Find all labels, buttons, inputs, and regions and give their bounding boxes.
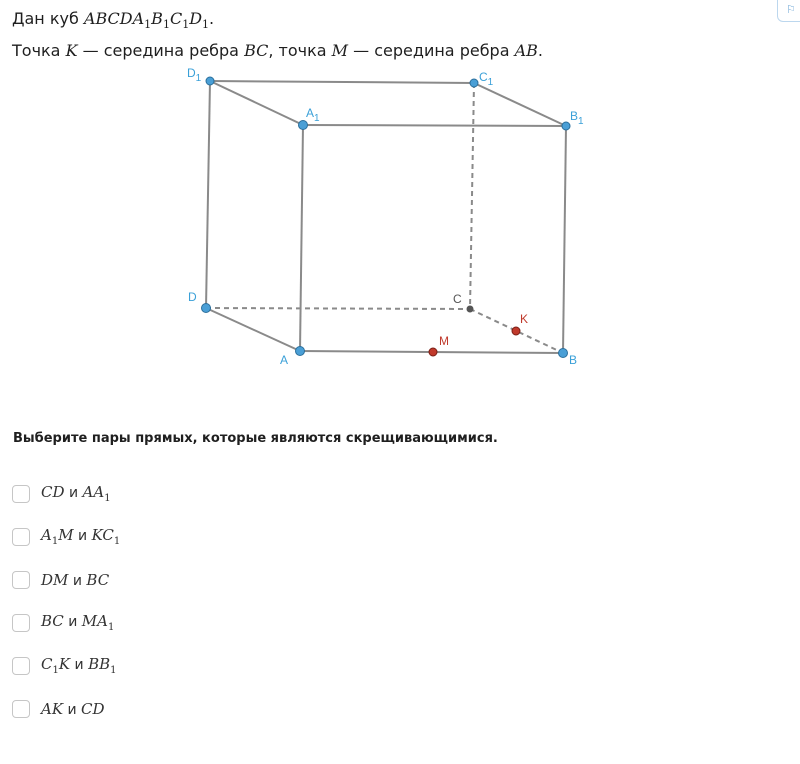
midpoint-k	[512, 327, 520, 335]
edge-a1-a	[300, 125, 303, 351]
edge-d1-c1	[210, 81, 474, 83]
problem-line-1: Дан куб $ABCDA_1B_1C_1D_1$.	[12, 9, 215, 32]
vertex-c1	[470, 79, 478, 87]
vertex-a	[296, 347, 305, 356]
option-3-checkbox[interactable]	[12, 571, 30, 589]
vertex-c	[467, 306, 474, 313]
flag-icon: ⚐	[786, 3, 796, 16]
option-3-label: DM и BC	[41, 570, 110, 589]
label-b1: $B_1$	[570, 109, 584, 127]
vertex-d	[202, 304, 211, 313]
option-5[interactable]	[12, 644, 120, 687]
option-1-checkbox[interactable]	[12, 485, 30, 503]
label-d: D	[188, 290, 197, 304]
edge-a1-b1	[303, 125, 566, 126]
label-c1: $C_1$	[479, 70, 494, 88]
vertex-b1	[562, 122, 570, 130]
midpoint-m	[429, 348, 437, 356]
answer-options	[12, 472, 120, 730]
option-6-label: AK и CD	[41, 699, 105, 718]
vertex-b	[559, 349, 568, 358]
edge-d1-a1	[210, 81, 303, 125]
edge-b1-b	[563, 126, 566, 353]
vertex-d1	[206, 77, 214, 85]
option-5-checkbox[interactable]	[12, 657, 30, 675]
option-6[interactable]	[12, 687, 120, 730]
problem-line-2: Точка K — середина ребра BC, точка M — середина ребра AB.	[12, 41, 544, 61]
label-a1: $A_1$	[306, 106, 320, 124]
option-2-label: $A_1M$ и $KC_1$	[41, 526, 121, 547]
label-a: A	[280, 353, 289, 367]
label-b: B	[569, 353, 578, 367]
option-1-label: CD и $AA_1$	[41, 483, 111, 504]
option-2-checkbox[interactable]	[12, 528, 30, 546]
edge-c1-b1	[474, 83, 566, 126]
label-m: M	[439, 334, 449, 348]
edge-d-c-hidden	[206, 308, 470, 309]
edge-c1-c-hidden	[470, 83, 474, 309]
vertex-a1	[299, 121, 308, 130]
question-text: Выберите пары прямых, которые являются скрещивающимися.	[13, 431, 498, 446]
edge-d-a	[206, 308, 300, 351]
option-4-checkbox[interactable]	[12, 614, 30, 632]
option-2[interactable]	[12, 515, 120, 558]
option-4[interactable]	[12, 601, 120, 644]
label-d1: $D_1$	[187, 66, 202, 84]
option-5-label: $C_1K$ и $BB_1$	[41, 655, 117, 676]
edge-d1-d	[206, 81, 210, 308]
option-3[interactable]	[12, 558, 120, 601]
option-4-label: BC и $MA_1$	[41, 612, 115, 633]
option-1[interactable]	[12, 472, 120, 515]
option-6-checkbox[interactable]	[12, 700, 30, 718]
label-c: C	[453, 292, 462, 306]
cube-name: $ABCDA_1B_1C_1D_1$	[83, 9, 210, 32]
label-k: K	[520, 312, 529, 326]
